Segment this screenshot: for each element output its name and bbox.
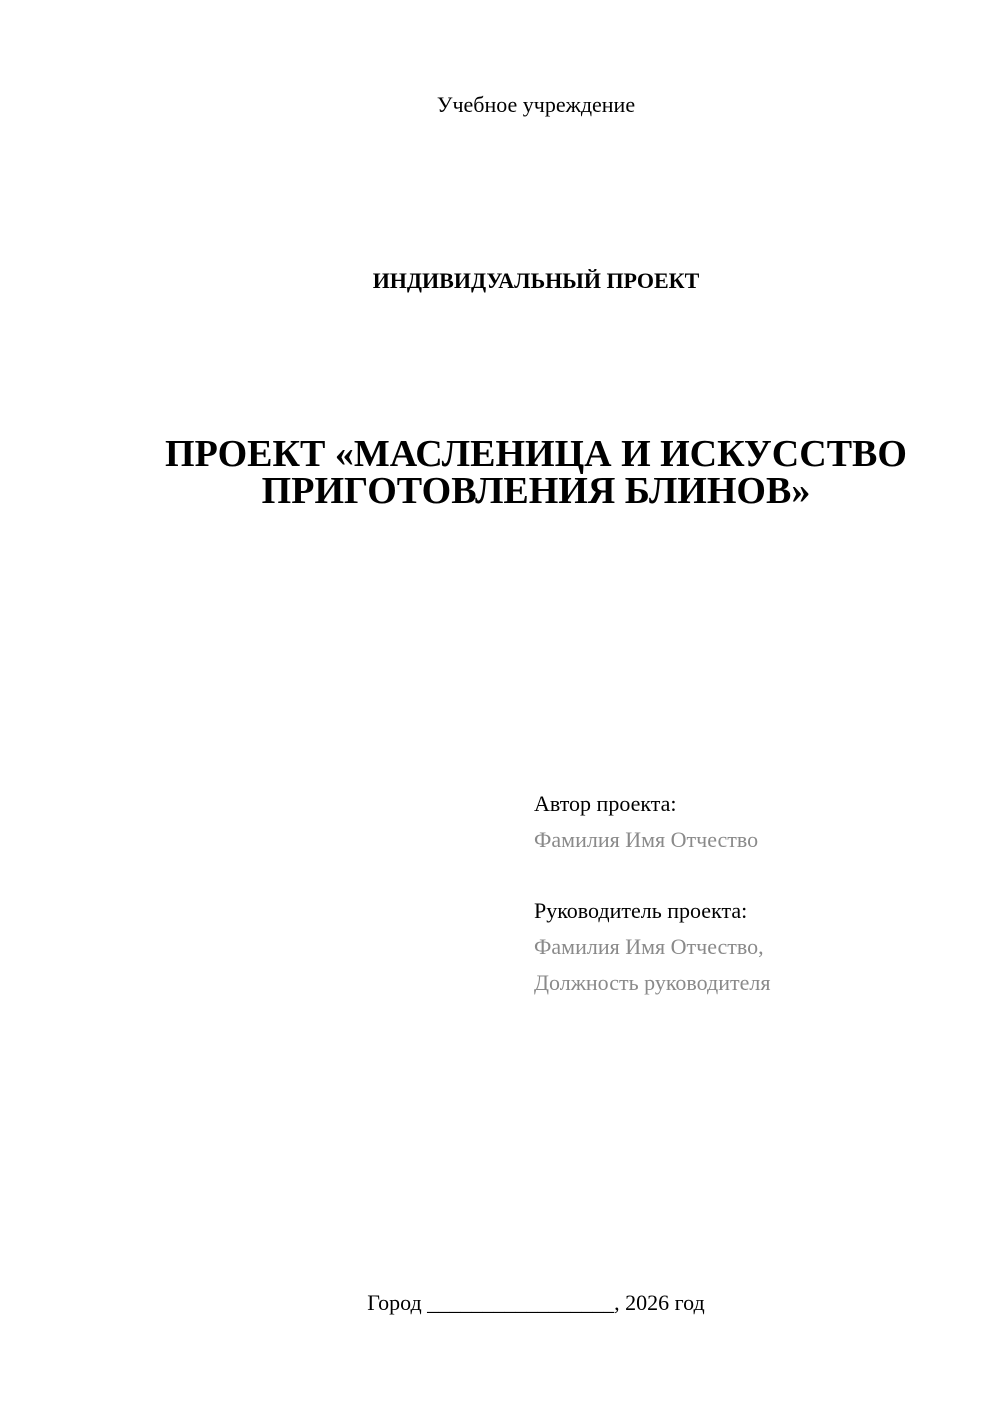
supervisor-block: [534, 893, 954, 1001]
supervisor-label: Руководитель проекта:: [534, 898, 748, 923]
city-year-line: Город _________________, 2026 год: [367, 1290, 705, 1315]
author-block: [534, 786, 954, 858]
supervisor-name: Фамилия Имя Отчество,: [534, 934, 764, 959]
author-label: Автор проекта:: [534, 791, 677, 816]
project-type-heading: ИНДИВИДУАЛЬНЫЙ ПРОЕКТ: [372, 268, 700, 293]
project-title: [100, 433, 972, 512]
author-name: Фамилия Имя Отчество: [534, 827, 759, 852]
institution-name: Учебное учреждение: [436, 92, 636, 117]
project-title-line-1: ПРОЕКТ «МАСЛЕНИЦА И ИСКУССТВО: [165, 433, 907, 475]
supervisor-position: Должность руководителя: [534, 970, 771, 995]
project-title-line-2: ПРИГОТОВЛЕНИЯ БЛИНОВ»: [261, 470, 811, 512]
